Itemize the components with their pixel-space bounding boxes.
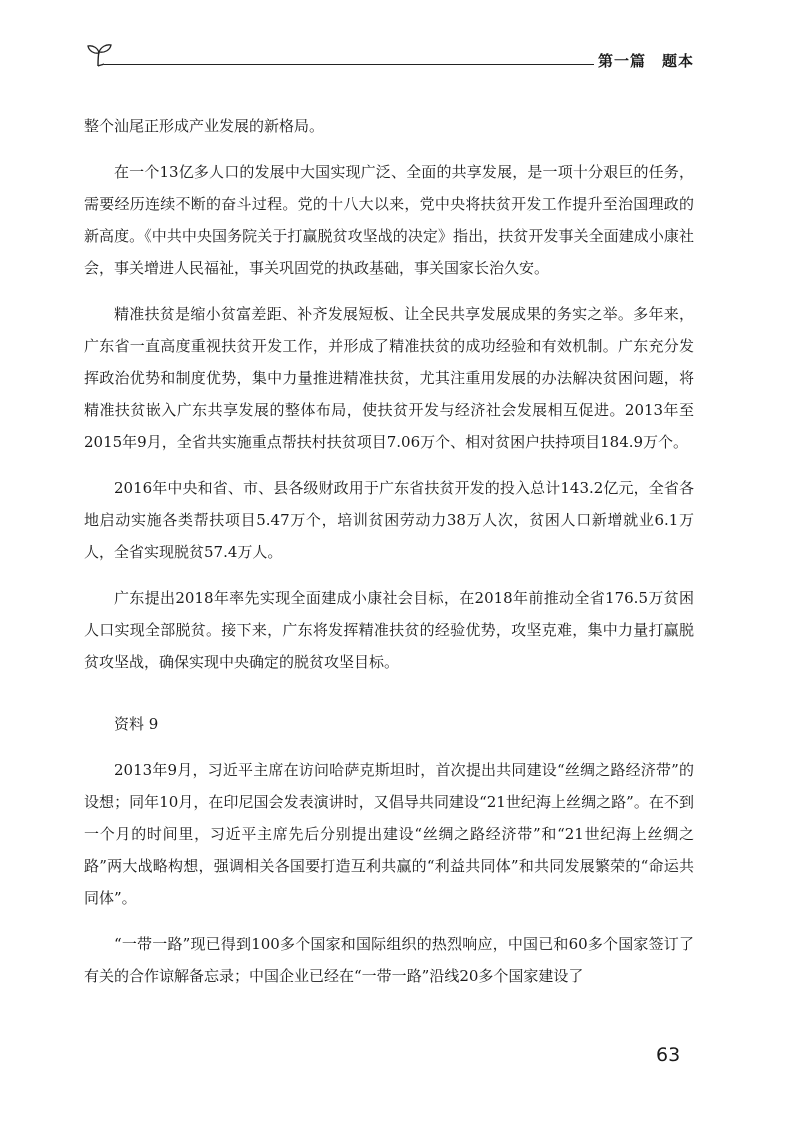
paragraph: 广东提出2018年率先实现全面建成小康社会目标，在2018年前推动全省176.5万贫困人口实现全部脱贫。接下来，广东将发挥精准扶贫的经验优势，攻坚克难，集中力量打赢脱贫攻坚战，确保实现中央确定的脱贫攻坚目标。 [84,589,694,671]
paragraph: 在一个13亿多人口的发展中大国实现广泛、全面的共享发展，是一项十分艰巨的任务，需要经历连续不断的奋斗过程。党的十八大以来，党中央将扶贫开发工作提升至治国理政的新高度。《中共中央国务院关于打赢脱贫攻坚战的决定》指出，扶贫开发事关全面建成小康社会，事关增进人民福祉，事关巩固党的执政基础，事关国家长治久安。 [84,163,694,277]
page-number: 63 [656,1044,681,1066]
section-title: 第一篇 题本 [598,52,695,70]
body-text [84,110,694,992]
header-rule [104,64,594,65]
paragraph: 2016年中央和省、市、县各级财政用于广东省扶贫开发的投入总计143.2亿元，全省各地启动实施各类帮扶项目5.47万个，培训贫困劳动力38万人次，贫困人口新增就业6.1万人，全省实现脱贫57.4万人。 [84,479,694,561]
paragraph: 2013年9月，习近平主席在访问哈萨克斯坦时，首次提出共同建设“丝绸之路经济带”的设想；同年10月，在印尼国会发表演讲时，又倡导共同建设“21世纪海上丝绸之路”。在不到一个月的时间里，习近平主席先后分别提出建设“丝绸之路经济带”和“21世纪海上丝绸之路”两大战略构想，强调相关各国要打造互利共赢的“利益共同体”和共同发展繁荣的“命运共同体”。 [84,761,694,907]
paragraph-continuation: 整个汕尾正形成产业发展的新格局。 [84,117,325,135]
page-header [84,40,704,80]
sprout-icon [84,40,114,70]
paragraph: “一带一路”现已得到100多个国家和国际组织的热烈响应，中国已和60多个国家签订了有关的合作谅解备忘录；中国企业已经在“一带一路”沿线20多个国家建设了 [84,935,694,985]
material-label: 资料 9 [114,715,159,733]
paragraph: 精准扶贫是缩小贫富差距、补齐发展短板、让全民共享发展成果的务实之举。多年来，广东省一直高度重视扶贫开发工作，并形成了精准扶贫的成功经验和有效机制。广东充分发挥政治优势和制度优势，集中力量推进精准扶贫，尤其注重用发展的办法解决贫困问题，将精准扶贫嵌入广东共享发展的整体布局，使扶贫开发与经济社会发展相互促进。2013年至2015年9月，全省共实施重点帮扶村扶贫项目7.06万个、相对贫困户扶持项目184.9万个。 [84,305,694,451]
